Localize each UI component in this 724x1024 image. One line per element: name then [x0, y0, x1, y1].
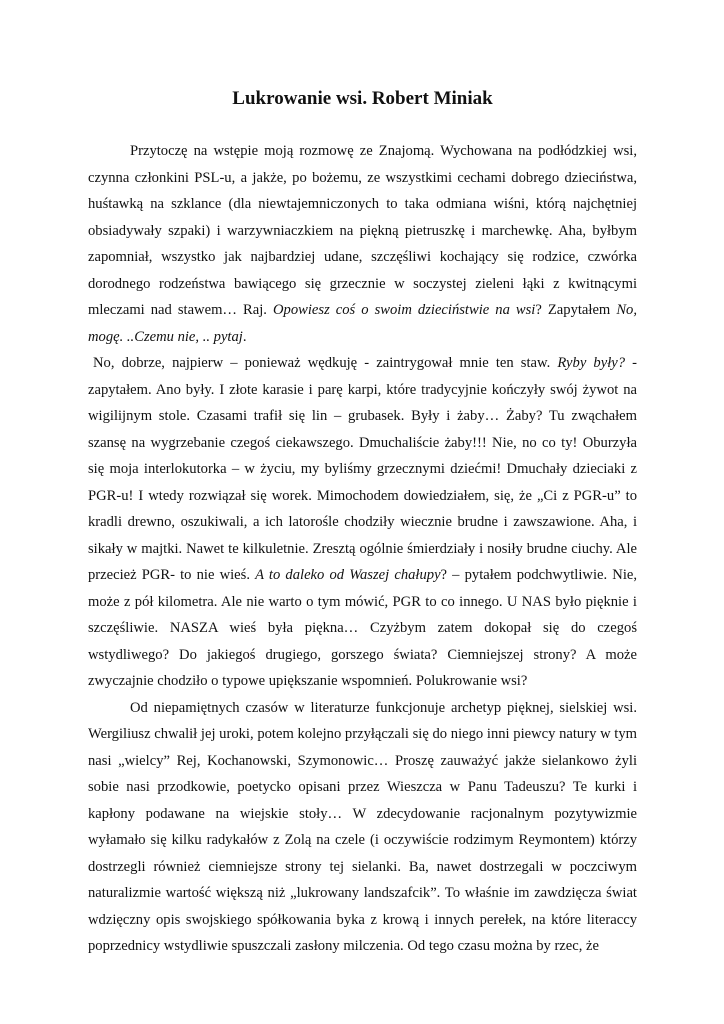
document-body: [88, 138, 637, 960]
document-page: [88, 0, 637, 960]
paragraph: [88, 138, 637, 350]
paragraph: [88, 695, 637, 960]
italic-question: A to daleko od Waszej chałupy: [255, 567, 441, 583]
paragraph-text: ? – pytałem podchwytliwie. Nie, może z pół kilometra. Ale nie warto o tym mówić, PGR to co innego. U NAS było pięknie i szczęśliwie. NASZA wieś była piękna… Czyżbym zatem dokopał się do czegoś wstydliwego? Do jakiegoś drugiego, gorszego świata? Ciemniejszej strony? A może zwyczajnie chodziło o typowe upiększanie wspomnień. Polukrowanie wsi?: [88, 567, 637, 689]
italic-question: Opowiesz coś o swoim dzieciństwie na wsi: [273, 302, 536, 318]
paragraph-text: Od niepamiętnych czasów w literaturze funkcjonuje archetyp pięknej, sielskiej wsi. Wergiliusz chwalił jej uroki, potem kolejno przyłączali się do niego inni piewcy natury w tym nasi „wielcy” Rej, Kochanowski, Szymonowic… Proszę zauważyć jakże sielankowo żyli sobie nasi przodkowie, poetycko opisani przez Wieszcza w Panu Tadeuszu? Te kurki i kapłony podawane na wiejskie stoły… W zdecydowanie racjonalnym pozytywizmie wyłamało się kilku radykałów z Zolą na czele (i oczywiście rodzimym Reymontem) którzy dostrzegli również ciemniejsze strony tej sielanki. Ba, nawet dostrzegali w poczciwym naturalizmie wartość większą niż „lukrowany landszafcik”. To właśnie im zawdzięcza świat wdzięczny opis swojskiego spółkowania byka z krową i innych perełek, na które literaccy poprzednicy wstydliwie spuszczali zasłony milczenia. Od tego czasu można by rzec, że: [88, 699, 637, 954]
paragraph-text: No, dobrze, najpierw – ponieważ wędkuję - zaintrygował mnie ten staw.: [93, 355, 558, 371]
document-title: Lukrowanie wsi. Robert Miniak: [232, 88, 493, 109]
italic-question: Ryby były?: [557, 355, 626, 371]
paragraph-text: Przytoczę na wstępie moją rozmowę ze Znajomą. Wychowana na podłódzkiej wsi, czynna członkini PSL-u, a jakże, po bożemu, ze wszystkimi cechami dobrego dzieciństwa, huśtawką na szklance (dla niewtajemniczonych to taka odmiana wiśni, którą najchętniej obsiadywały szpaki) i warzywniaczkiem na piękną pietruszkę i marchewkę. Aha, byłbym zapomniał, wszystko jak najbardziej udane, szczęśliwi kochający się rodzice, czwórka dorodnego rodzeństwa bawiącego się grzecznie w soczystej zieleni łąki z kwitnącymi mleczami nad stawem… Raj.: [88, 143, 637, 318]
paragraph: [88, 350, 637, 695]
paragraph-text: ? Zapytałem: [535, 302, 617, 318]
paragraph-text: - zapytałem. Ano były. I złote karasie i parę karpi, które tradycyjnie kończyły swój żywot na wigilijnym stole. Czasami trafił się lin – grubasek. Były i żaby… Żaby? Tu zwąchałem szansę na wygrzebanie czegoś ciekawszego. Dmuchaliście żaby!!! Nie, no co ty! Oburzyła się moja interlokutorka – w życiu, my byliśmy grzecznymi dziećmi! Dmuchały dzieciaki z PGR-u! I wtedy rozwiązał się worek. Mimochodem dowiedziałem, się, że „Ci z PGR-u” to kradli drewno, oszukiwali, a ich latorośle chodziły wiecznie brudne i zawszawione. Aha, i sikały w majtki. Nawet te kilkuletnie. Zresztą ogólnie śmierdziały i nosiły brudne ciuchy. Ale przecież PGR- to nie wieś.: [88, 355, 638, 583]
paragraph-text: .: [242, 328, 247, 345]
italic-answer: No, mogę. ..Czemu nie, .. pytaj: [88, 302, 637, 345]
